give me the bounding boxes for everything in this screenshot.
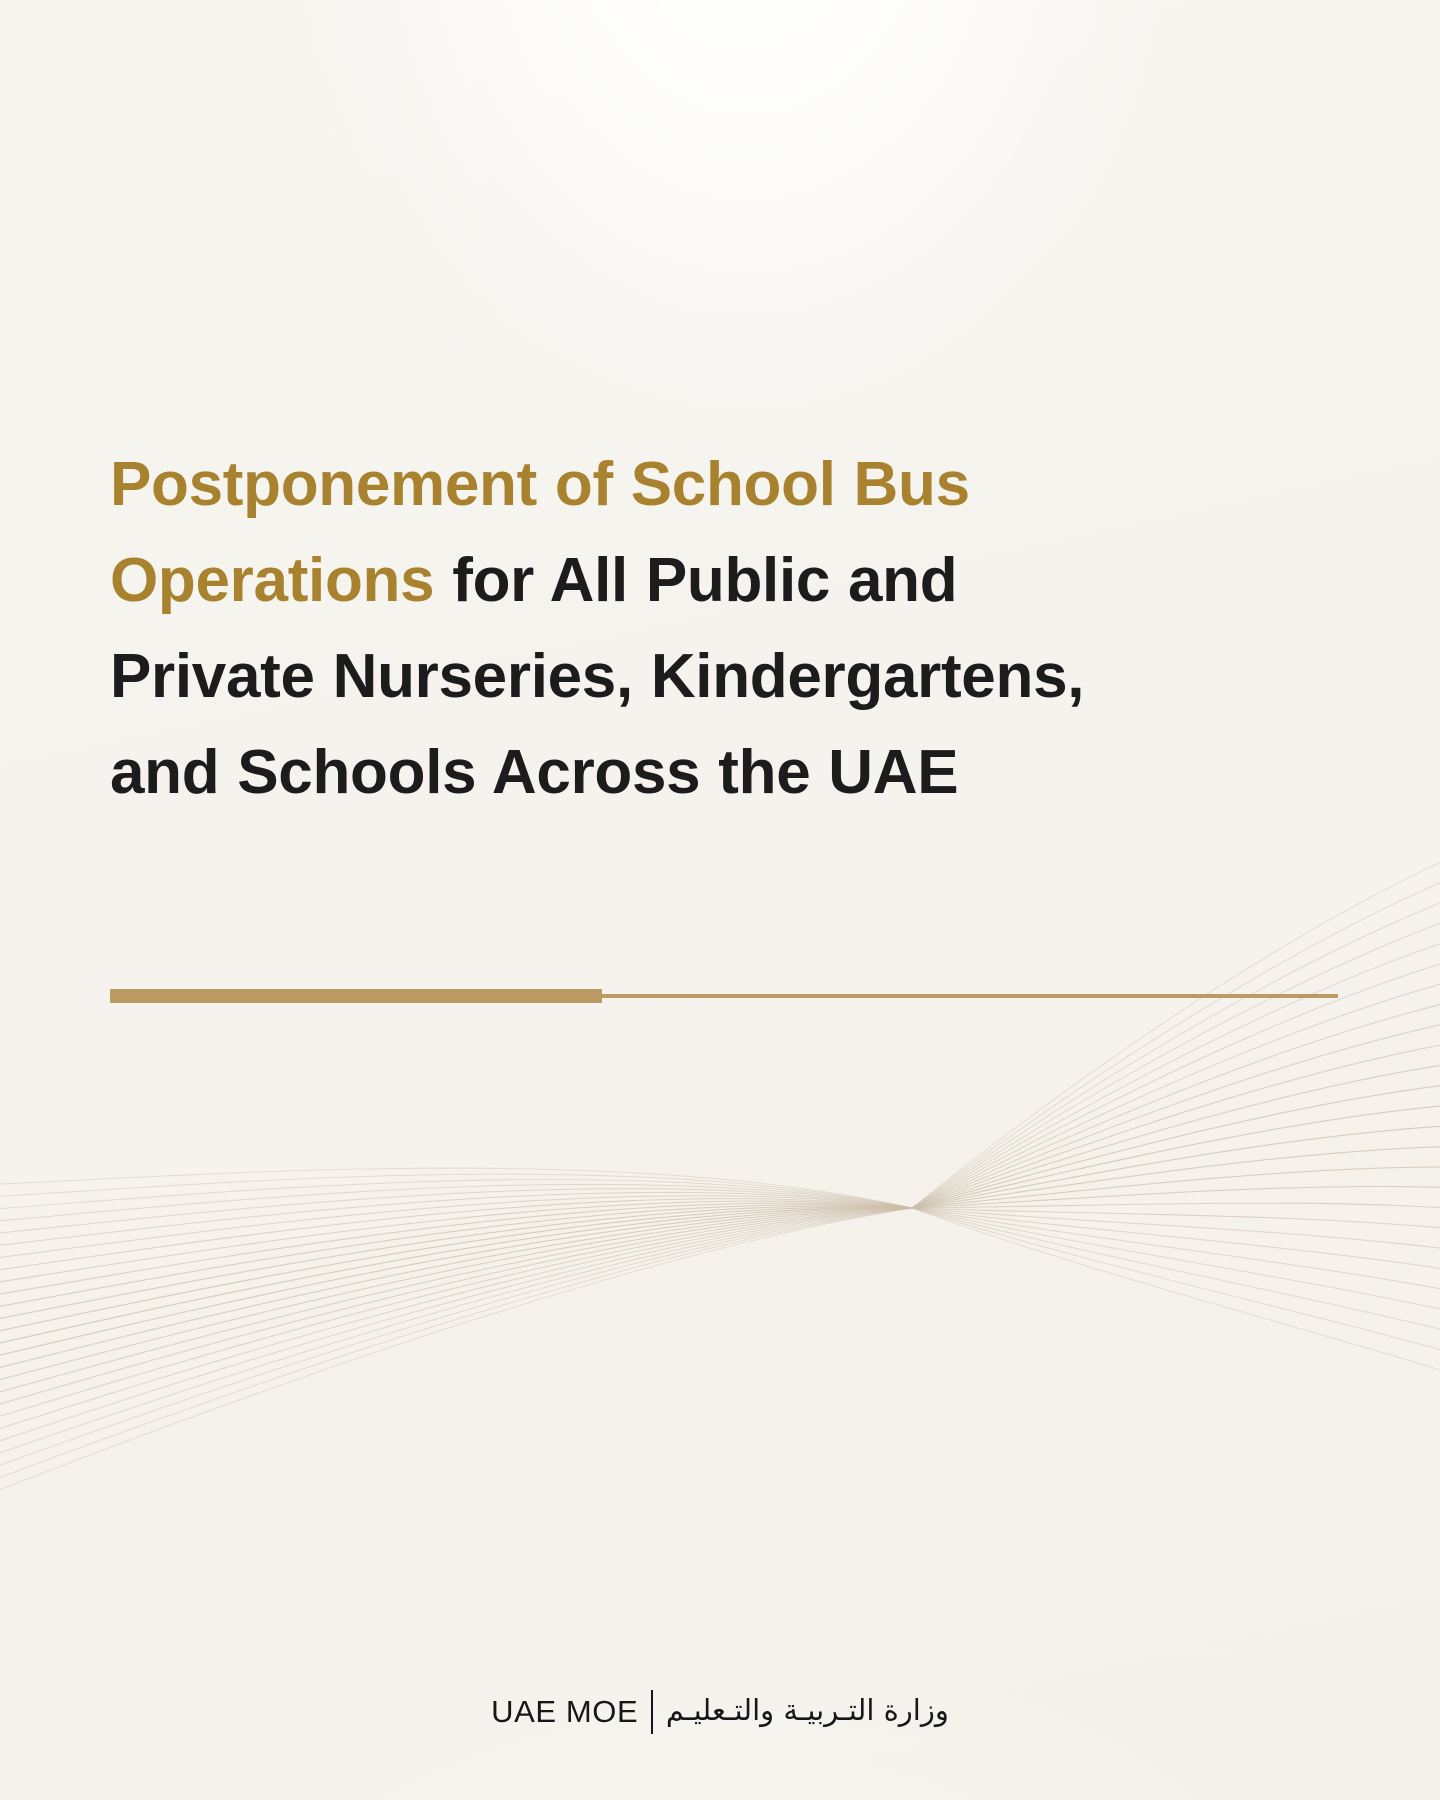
ministry-logo-en-text: UAE MOE bbox=[491, 1693, 639, 1729]
headline-rest-text: for All Public and Private Nurseries, Kindergartens, and Schools Across the UAE bbox=[110, 546, 1085, 807]
divider-thin-segment bbox=[602, 994, 1338, 998]
page-title bbox=[110, 437, 1120, 821]
headline-block bbox=[110, 437, 1120, 821]
ministry-logo-separator-icon bbox=[651, 1690, 653, 1734]
ministry-logo-ar-text: وزارة التـربيـة والتـعليـم bbox=[665, 1693, 949, 1727]
divider bbox=[110, 989, 1338, 1005]
ministry-logo bbox=[0, 1690, 1440, 1734]
headline-accent-text: Postponement of School Bus Operations bbox=[110, 450, 970, 615]
divider-thick-segment bbox=[110, 989, 602, 1003]
